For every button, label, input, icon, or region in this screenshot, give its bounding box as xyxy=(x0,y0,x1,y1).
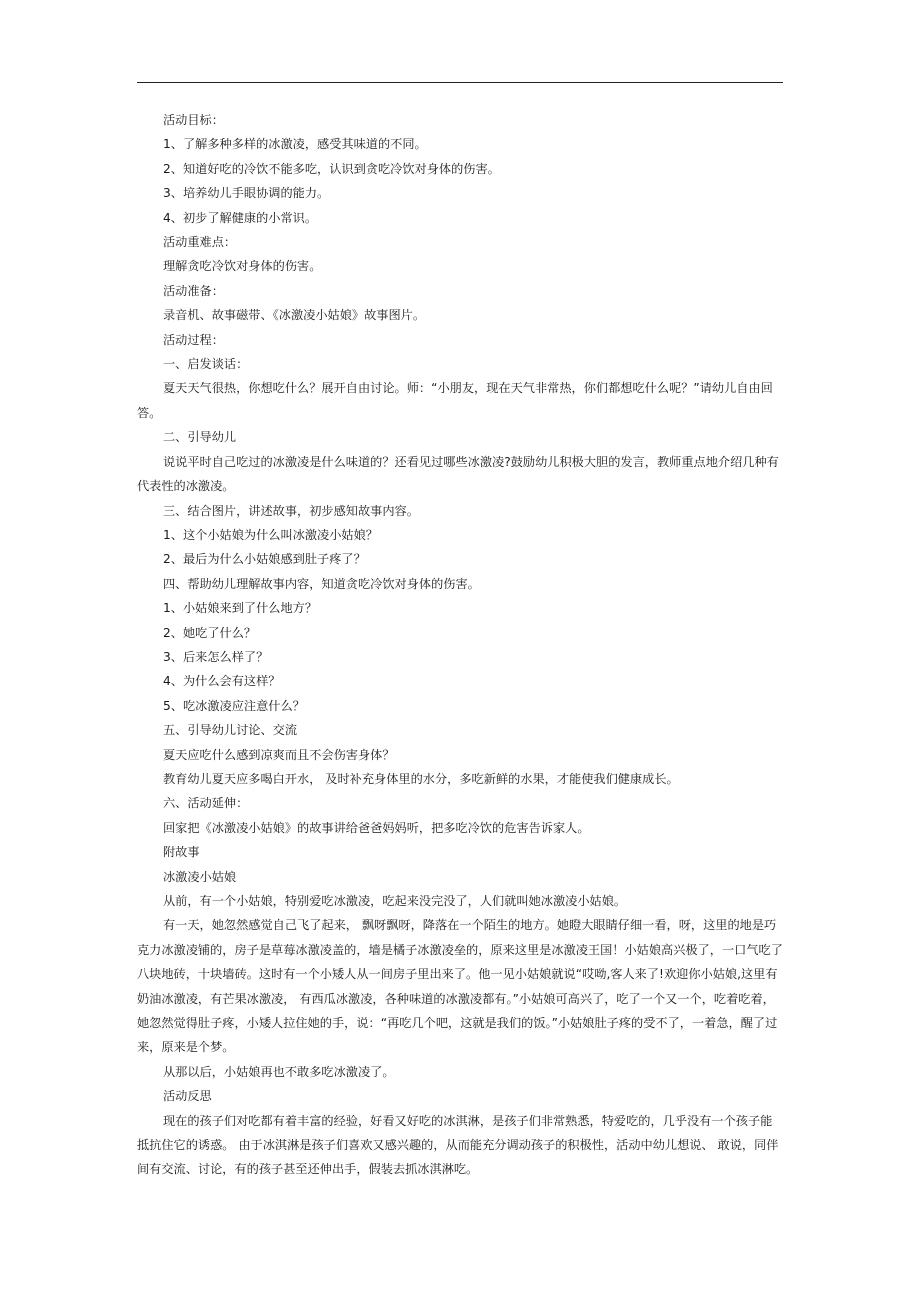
paragraph: 三、结合图片，讲述故事，初步感知故事内容。 xyxy=(163,503,419,518)
paragraph: 从那以后，小姑娘再也不敢多吃冰激凌了。 xyxy=(163,1064,395,1079)
header-rule xyxy=(137,82,783,83)
paragraph: 活动过程： xyxy=(163,332,224,347)
paragraph: 活动准备： xyxy=(163,283,224,298)
paragraph: 附故事 xyxy=(163,845,200,860)
paragraph: 2、最后为什么小姑娘感到肚子疼了？ xyxy=(163,552,366,567)
paragraph: 3、培养幼儿手眼协调的能力。 xyxy=(163,186,330,201)
paragraph: 从前，有一个小姑娘，特别爱吃冰激凌，吃起来没完没了，人们就叫她冰激凌小姑娘。 xyxy=(163,894,627,908)
paragraph: 1、这个小姑娘为什么叫冰激凌小姑娘？ xyxy=(163,527,378,542)
paragraph: 现在的孩子们对吃都有着丰富的经验，好看又好吃的冰淇淋，是孩子们非常熟悉，特爱吃的，几乎没有一个孩子能抵抗住它的诱惑。 由于冰淇淋是孩子们喜欢又感兴趣的，从而能充分调动孩子的积极性，活动中幼儿想说、 敢说，同伴间有交流、讨论，有的孩子甚至还伸出手，假装去抓冰淇淋吃。 xyxy=(137,1113,779,1177)
paragraph: 2、她吃了什么？ xyxy=(163,625,257,640)
paragraph: 五、引导幼儿讨论、交流 xyxy=(163,723,298,738)
paragraph: 5、吃冰激凌应注意什么？ xyxy=(163,698,305,713)
paragraph: 教育幼儿夏天应多喝白开水， 及时补充身体里的水分，多吃新鲜的水果，才能使我们健康成长。 xyxy=(163,771,679,786)
paragraph: 活动重难点： xyxy=(163,235,237,250)
paragraph: 冰激凌小姑娘 xyxy=(163,869,237,884)
paragraph: 夏天天气很热，你想吃什么？展开自由讨论。师：“小朋友，现在天气非常热，你们都想吃什么呢？”请幼儿自由回答。 xyxy=(137,381,773,420)
paragraph: 二、引导幼儿 xyxy=(163,430,237,445)
paragraph: 活动目标： xyxy=(163,113,224,127)
paragraph: 夏天应吃什么感到凉爽而且不会伤害身体？ xyxy=(163,747,395,762)
paragraph: 活动反思 xyxy=(163,1089,212,1104)
paragraph: 4、为什么会有这样？ xyxy=(163,674,281,689)
paragraph: 回家把《冰激凌小姑娘》的故事讲给爸爸妈妈听，把多吃冷饮的危害告诉家人。 xyxy=(163,820,590,835)
paragraph: 一、启发谈话： xyxy=(163,357,249,372)
paragraph: 2、知道好吃的冷饮不能多吃，认识到贪吃冷饮对身体的伤害。 xyxy=(163,161,500,176)
paragraph: 说说平时自己吃过的冰激凌是什么味道的？还看见过哪些冰激凌?鼓励幼儿积极大胆的发言，教师重点地介绍几种有代表性的冰激凌。 xyxy=(137,454,779,494)
paragraph: 四、帮助幼儿理解故事内容，知道贪吃冷饮对身体的伤害。 xyxy=(163,576,480,591)
paragraph: 1、了解多种多样的冰激凌，感受其味道的不同。 xyxy=(163,137,427,152)
document-body xyxy=(137,108,783,1182)
paragraph: 4、初步了解健康的小常识。 xyxy=(163,210,318,225)
paragraph: 录音机、故事磁带、《冰激凌小姑娘》故事图片。 xyxy=(163,308,426,323)
paragraph: 理解贪吃冷饮对身体的伤害。 xyxy=(163,259,322,274)
paragraph: 有一天，她忽然感觉自己飞了起来， 飘呀飘呀，降落在一个陌生的地方。她瞪大眼睛仔细一看，呀，这里的地是巧克力冰激凌铺的，房子是草莓冰激凌盖的，墙是橘子冰激凌垒的，原来这里是冰激凌王国！小姑娘高兴极了，一口气吃了八块地砖，十块墙砖。这时有一个小矮人从一间房子里出来了。他一见小姑娘就说“哎呦,客人来了!欢迎你小姑娘,这里有奶油冰激凌，有芒果冰激凌， 有西瓜冰激凌，各种味道的冰激凌都有。”小姑娘可高兴了，吃了一个又一个，吃着吃着，她忽然觉得肚子疼，小矮人拉住她的手，说：“再吃几个吧，这就是我们的饭。”小姑娘肚子疼的受不了，一着急，醒了过来，原来是个梦。 xyxy=(137,918,783,1055)
paragraph: 六、活动延伸： xyxy=(163,796,249,811)
paragraph: 3、后来怎么样了？ xyxy=(163,649,269,664)
paragraph: 1、小姑娘来到了什么地方？ xyxy=(163,601,318,616)
